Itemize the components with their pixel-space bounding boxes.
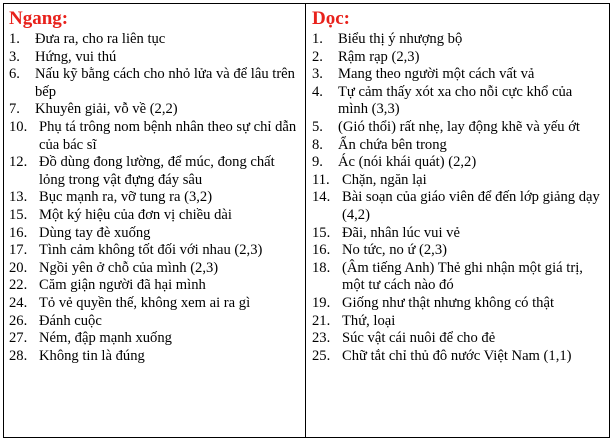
clue-text: Dùng tay đè xuống <box>39 224 151 241</box>
across-clue <box>9 49 301 67</box>
down-clue <box>312 330 605 348</box>
across-clue <box>9 31 301 49</box>
clue-number: 22. <box>9 277 28 294</box>
clue-text: Tỏ vẻ quyền thế, không xem ai ra gì <box>39 294 251 311</box>
clue-number: 12. <box>9 154 28 171</box>
clue-number: 26. <box>9 312 28 329</box>
clue-text: Thứ, loại <box>342 312 396 329</box>
clue-text: Rậm rạp (2,3) <box>338 48 420 65</box>
clue-text: Chặn, ngăn lại <box>342 171 427 188</box>
across-clue <box>9 295 301 313</box>
across-clue <box>9 348 301 366</box>
clue-number: 21. <box>312 312 331 329</box>
across-clue <box>9 189 301 207</box>
clue-text: Khuyên giải, vỗ về (2,2) <box>35 101 178 118</box>
clue-text: Phụ tá trông nom bệnh nhân theo sự chỉ dẫn của bác sĩ <box>39 118 297 153</box>
clue-number: 14. <box>312 189 331 206</box>
down-clue <box>312 242 605 260</box>
clue-number: 25. <box>312 347 331 364</box>
clue-number: 3. <box>9 48 20 65</box>
down-clue <box>312 189 605 224</box>
clue-text: No tức, no ứ (2,3) <box>342 242 447 259</box>
clue-text: Chữ tắt chỉ thủ đô nước Việt Nam (1,1) <box>342 347 572 364</box>
down-clue <box>312 49 605 67</box>
across-clue-list <box>9 31 301 365</box>
across-clue <box>9 313 301 331</box>
clue-text: Giống như thật nhưng không có thật <box>342 294 555 311</box>
clue-number: 10. <box>9 118 28 135</box>
clue-text: Đãi, nhân lúc vui vẻ <box>342 224 460 241</box>
clue-number: 20. <box>9 259 28 276</box>
clue-text: Ném, đập mạnh xuống <box>39 330 172 347</box>
clue-number: 1. <box>9 31 20 47</box>
clue-text: Ẩn chứa bên trong <box>338 136 447 153</box>
down-clue <box>312 172 605 190</box>
down-clue <box>312 260 605 295</box>
across-clue <box>9 119 301 154</box>
across-clue <box>9 207 301 225</box>
down-clue <box>312 225 605 243</box>
across-clue <box>9 225 301 243</box>
clue-number: 16. <box>9 224 28 241</box>
down-clue <box>312 119 605 137</box>
clue-number: 15. <box>9 206 28 223</box>
clue-text: Mang theo người một cách vất vả <box>338 66 535 83</box>
across-heading: Ngang: <box>9 8 69 29</box>
clue-number: 1. <box>312 31 323 47</box>
clue-number: 28. <box>9 347 28 364</box>
clue-text: Một ký hiệu của đơn vị chiều dài <box>39 206 232 223</box>
down-clue <box>312 137 605 155</box>
clue-number: 18. <box>312 259 331 276</box>
clue-text: Súc vật cái nuôi để cho đẻ <box>342 330 496 347</box>
clue-number: 11. <box>312 171 330 188</box>
across-clue <box>9 260 301 278</box>
across-clue <box>9 154 301 189</box>
clue-text: Đưa ra, cho ra liên tục <box>35 31 166 47</box>
clue-number: 4. <box>312 83 323 100</box>
clue-text: Căm giận người đã hại mình <box>39 277 206 294</box>
across-clue <box>9 101 301 119</box>
down-clue <box>312 295 605 313</box>
clue-number: 16. <box>312 242 331 259</box>
down-clue <box>312 84 605 119</box>
clue-text: Bài soạn của giáo viên để đến lớp giảng dạy (4,2) <box>342 189 600 223</box>
across-clue <box>9 330 301 348</box>
clue-text: Không tin là đúng <box>39 347 145 364</box>
clue-number: 8. <box>312 136 323 153</box>
down-clue <box>312 348 605 366</box>
clue-number: 17. <box>9 242 28 259</box>
clue-number: 3. <box>312 66 323 83</box>
clue-number: 15. <box>312 224 331 241</box>
clue-number: 5. <box>312 118 323 135</box>
down-clue <box>312 31 605 49</box>
down-clue-list <box>312 31 605 365</box>
down-clue <box>312 66 605 84</box>
clue-text: Hứng, vui thú <box>35 48 117 65</box>
clue-text: (Gió thổi) rất nhẹ, lay động khẽ và yếu ớt <box>338 118 580 135</box>
down-column <box>306 4 609 437</box>
across-clue <box>9 242 301 260</box>
down-clue <box>312 154 605 172</box>
clue-text: Nấu kỹ bằng cách cho nhỏ lửa và để lâu trên bếp <box>35 66 295 100</box>
clue-number: 19. <box>312 294 331 311</box>
across-column <box>4 4 306 437</box>
down-clue <box>312 313 605 331</box>
clue-number: 7. <box>9 101 20 118</box>
clue-text: Đánh cuộc <box>39 312 102 329</box>
clue-text: Bục mạnh ra, vỡ tung ra (3,2) <box>39 189 213 206</box>
clue-text: Tình cảm không tốt đối với nhau (2,3) <box>39 242 263 259</box>
clue-text: Biểu thị ý nhượng bộ <box>338 31 463 47</box>
clue-text: Ngồi yên ở chỗ của mình (2,3) <box>39 259 219 276</box>
down-heading: Dọc: <box>312 8 350 29</box>
clues-table <box>3 3 610 438</box>
clue-number: 2. <box>312 48 323 65</box>
across-clue <box>9 66 301 101</box>
clue-number: 13. <box>9 189 28 206</box>
clue-number: 6. <box>9 66 20 83</box>
clue-number: 23. <box>312 330 331 347</box>
clue-number: 27. <box>9 330 28 347</box>
clue-text: Tự cảm thấy xót xa cho nỗi cực khổ của mình (3,3) <box>338 83 573 118</box>
clue-text: Đồ dùng đong lường, để múc, đong chất lỏng trong vật đựng đáy sâu <box>39 154 275 188</box>
clue-number: 9. <box>312 154 323 171</box>
clue-number: 24. <box>9 294 28 311</box>
clue-text: (Âm tiếng Anh) Thẻ ghi nhận một giá trị, một tư cách nào đó <box>342 259 583 294</box>
clue-text: Ác (nói khái quát) (2,2) <box>338 154 477 171</box>
across-clue <box>9 277 301 295</box>
